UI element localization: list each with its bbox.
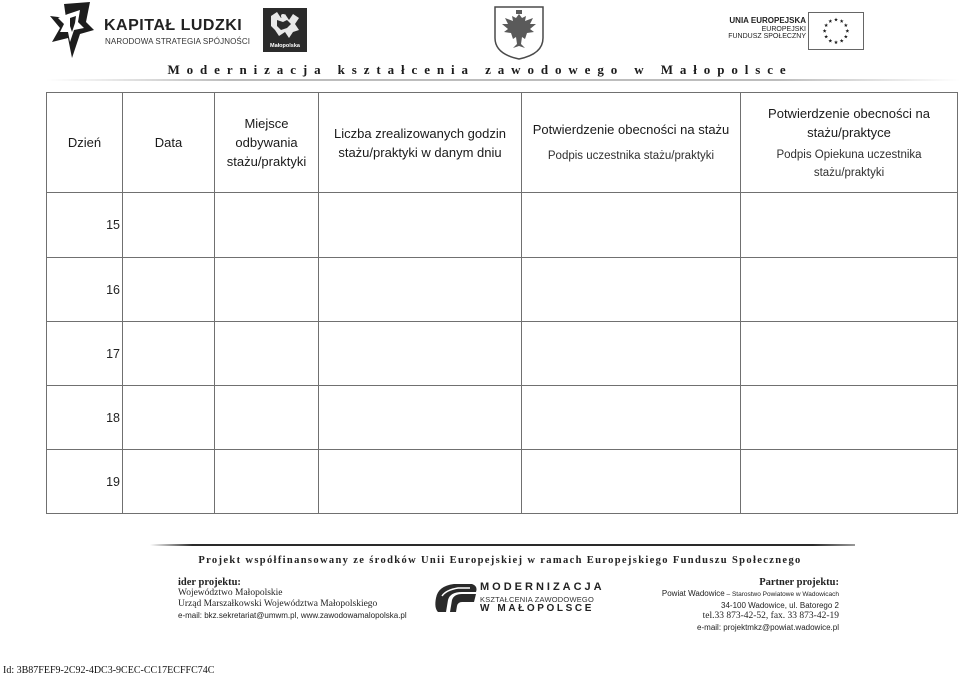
table-row bbox=[47, 450, 958, 514]
eagle-emblem-icon bbox=[492, 4, 546, 60]
date-cell[interactable] bbox=[123, 450, 215, 514]
cofinancing-note: Projekt współfinansowany ze środków Unii Europejskiej w ramach Europejskiego Funduszu Społecznego bbox=[198, 555, 802, 566]
column-header-supervisor-signature: Potwierdzenie obecności na stażu/praktyce Podpis Opiekuna uczestnika stażu/praktyki bbox=[741, 93, 958, 193]
project-title: Modernizacja kształcenia zawodowego w Małopolsce bbox=[167, 62, 793, 77]
kapital-ludzki-title: KAPITAŁ LUDZKI bbox=[104, 17, 243, 34]
eu-logo bbox=[726, 12, 866, 52]
supervisor-signature-cell[interactable] bbox=[741, 258, 958, 322]
hours-cell[interactable] bbox=[319, 322, 522, 386]
hours-cell[interactable] bbox=[319, 258, 522, 322]
malopolska-logo-text: Małopolska bbox=[270, 43, 300, 49]
modernizacja-logo-line2: KSZTAŁCENIA ZAWODOWEGO bbox=[480, 595, 594, 604]
place-cell[interactable] bbox=[215, 450, 319, 514]
project-partner-block bbox=[662, 577, 839, 633]
eu-star bbox=[840, 19, 844, 23]
day-cell: 18 bbox=[47, 386, 123, 450]
attendance-table bbox=[46, 92, 958, 514]
column-header-day: Dzień bbox=[47, 93, 123, 193]
table-row bbox=[47, 322, 958, 386]
document-id: Id: 3B87FEF9-2C92-4DC3-9CEC-CC17ECFFC74C bbox=[3, 665, 215, 676]
project-leader-contact: e-mail: bkz.sekretariat@umwm.pl, www.zawodowamalopolska.pl bbox=[178, 611, 407, 620]
eu-logo-line1: UNIA EUROPEJSKA bbox=[729, 16, 806, 25]
eu-star bbox=[824, 23, 828, 27]
eu-star bbox=[844, 35, 848, 39]
day-cell: 15 bbox=[47, 193, 123, 258]
column-header-place: Miejsce odbywania stażu/praktyki bbox=[215, 93, 319, 193]
supervisor-signature-cell[interactable] bbox=[741, 193, 958, 258]
modernizacja-logo-line3: W MAŁOPOLSCE bbox=[480, 603, 594, 614]
table-header-row bbox=[47, 93, 958, 193]
table-row bbox=[47, 193, 958, 258]
star-icon bbox=[50, 2, 94, 58]
column-header-participant-signature: Potwierdzenie obecności na stażu Podpis uczestnika stażu/praktyki bbox=[522, 93, 741, 193]
eu-flag-icon bbox=[808, 12, 864, 50]
project-partner-address: 34-100 Wadowice, ul. Batorego 2 bbox=[721, 601, 839, 610]
column-header-date: Data bbox=[123, 93, 215, 193]
day-cell: 19 bbox=[47, 450, 123, 514]
header-divider bbox=[46, 79, 960, 81]
supervisor-signature-cell[interactable] bbox=[741, 450, 958, 514]
kapital-ludzki-logo bbox=[50, 2, 251, 58]
place-cell[interactable] bbox=[215, 258, 319, 322]
project-leader-block bbox=[178, 577, 407, 621]
participant-signature-sublabel: Podpis uczestnika stażu/praktyki bbox=[547, 150, 715, 162]
eu-star bbox=[824, 35, 828, 39]
participant-signature-cell[interactable] bbox=[522, 386, 741, 450]
eu-star bbox=[834, 40, 838, 44]
supervisor-signature-cell[interactable] bbox=[741, 322, 958, 386]
table-row bbox=[47, 386, 958, 450]
place-cell[interactable] bbox=[215, 386, 319, 450]
project-leader-title: ider projektu: bbox=[178, 577, 241, 588]
date-cell[interactable] bbox=[123, 386, 215, 450]
supervisor-signature-cell[interactable] bbox=[741, 386, 958, 450]
project-partner-office: – Starostwo Powiatowe w Wadowicach bbox=[724, 591, 839, 598]
participant-signature-cell[interactable] bbox=[522, 258, 741, 322]
kapital-ludzki-subtitle: NARODOWA STRATEGIA SPÓJNOŚCI bbox=[105, 37, 251, 46]
eu-star bbox=[845, 29, 849, 33]
date-cell[interactable] bbox=[123, 193, 215, 258]
day-cell: 17 bbox=[47, 322, 123, 386]
footer-divider bbox=[150, 544, 855, 546]
date-cell[interactable] bbox=[123, 322, 215, 386]
column-header-hours: Liczba zrealizowanych godzin stażu/praktyki w danym dniu bbox=[319, 93, 522, 193]
eu-logo-line3: FUNDUSZ SPOŁECZNY bbox=[728, 33, 806, 40]
eu-star bbox=[828, 19, 832, 23]
eu-star bbox=[840, 39, 844, 43]
malopolska-logo bbox=[263, 8, 307, 52]
eu-star bbox=[828, 39, 832, 43]
day-cell: 16 bbox=[47, 258, 123, 322]
project-partner-title: Partner projektu: bbox=[759, 577, 839, 588]
project-partner-email: e-mail: projektmkz@powiat.wadowice.pl bbox=[697, 623, 839, 632]
hours-cell[interactable] bbox=[319, 450, 522, 514]
participant-signature-cell[interactable] bbox=[522, 193, 741, 258]
hours-cell[interactable] bbox=[319, 193, 522, 258]
place-cell[interactable] bbox=[215, 322, 319, 386]
participant-signature-cell[interactable] bbox=[522, 322, 741, 386]
eu-logo-line2: EUROPEJSKI bbox=[761, 26, 806, 33]
project-partner-name: Powiat Wadowice bbox=[661, 589, 725, 598]
place-cell[interactable] bbox=[215, 193, 319, 258]
modernizacja-logo bbox=[432, 578, 608, 616]
supervisor-signature-sublabel: Podpis Opiekuna uczestnika stażu/praktyki bbox=[776, 148, 922, 179]
modernizacja-mark-icon bbox=[432, 578, 480, 616]
eu-star bbox=[823, 29, 827, 33]
project-leader-line1: Województwo Małopolskie bbox=[178, 588, 283, 598]
eu-star bbox=[834, 18, 838, 22]
modernizacja-logo-line1: MODERNIZACJA bbox=[480, 581, 605, 593]
date-cell[interactable] bbox=[123, 258, 215, 322]
eu-star bbox=[844, 23, 848, 27]
project-partner-phone: tel.33 873-42-52, fax. 33 873-42-19 bbox=[702, 611, 839, 621]
participant-signature-cell[interactable] bbox=[522, 450, 741, 514]
table-row bbox=[47, 258, 958, 322]
project-leader-line2: Urząd Marszałkowski Województwa Małopolskiego bbox=[178, 599, 378, 609]
hours-cell[interactable] bbox=[319, 386, 522, 450]
